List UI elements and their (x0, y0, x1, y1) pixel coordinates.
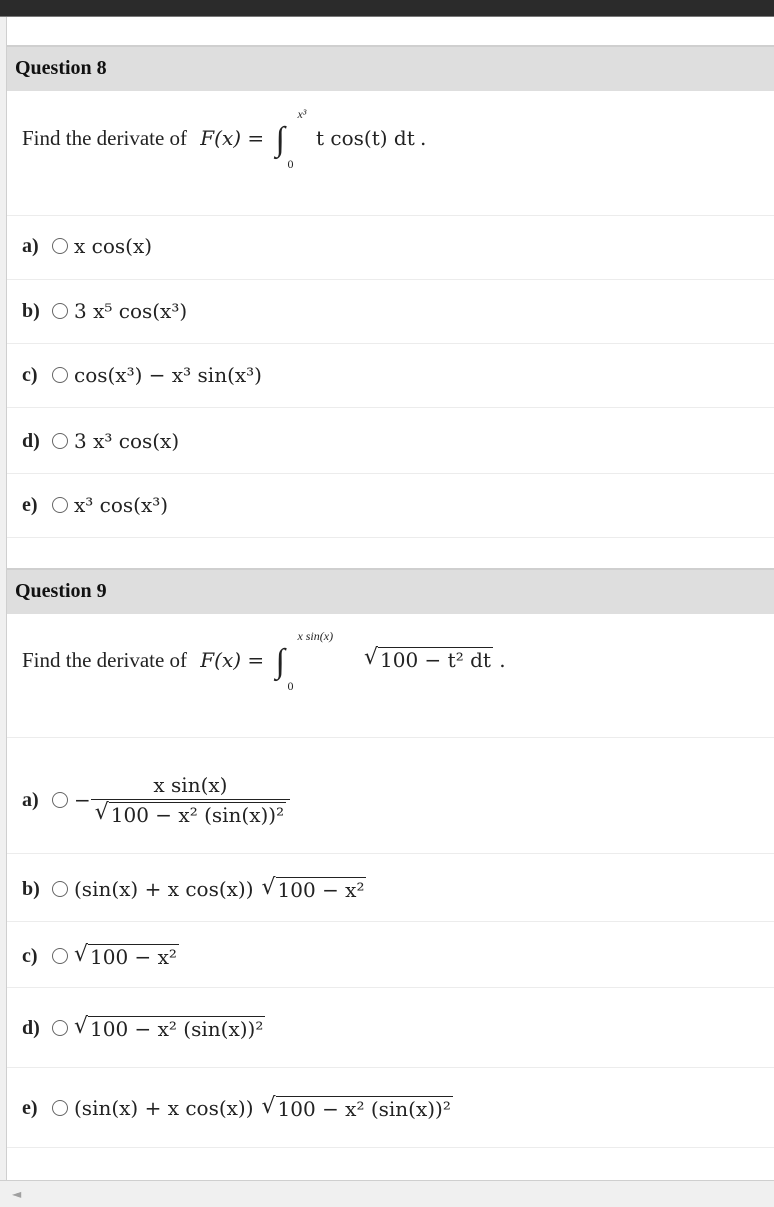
question-9-lhs: F(x) = (200, 647, 265, 672)
question-8-title: Question 8 (15, 57, 107, 79)
sqrt-sign: √ 100 − x² (74, 941, 177, 969)
option-fraction (91, 773, 290, 827)
option-sign: − (74, 788, 91, 812)
option-expression: 3 x³ cos(x) (74, 429, 180, 453)
question-8-header (7, 45, 774, 91)
option-root: 100 − x² (sin(x))² (277, 1096, 451, 1121)
horizontal-scrollbar[interactable] (0, 1180, 774, 1207)
divider (7, 407, 774, 408)
divider (7, 987, 774, 988)
question-8-prompt-text: Find the derivate of (22, 125, 188, 150)
divider (7, 737, 774, 738)
question-8-lower-limit: 0 (287, 157, 294, 171)
option-expression: (sin(x) + x cos(x)) (74, 1096, 254, 1120)
fraction-denominator (91, 799, 290, 827)
q8-option-e[interactable] (22, 488, 168, 522)
option-label: c) (22, 944, 38, 967)
option-root: 100 − x² (sin(x))² (90, 1016, 264, 1041)
radio-button[interactable] (52, 497, 68, 513)
q9-option-b[interactable] (22, 872, 366, 906)
sqrt-sign: √ 100 − t² dt (364, 644, 491, 672)
sqrt-sign: √ 100 − x² (261, 874, 365, 902)
option-expression: x³ cos(x³) (74, 493, 169, 517)
option-label: d) (22, 1016, 40, 1039)
divider (7, 1147, 774, 1148)
question-9-prompt-text: Find the derivate of (22, 647, 188, 672)
sqrt-sign: √ 100 − x² (sin(x))² (74, 1013, 264, 1041)
radio-button[interactable] (52, 238, 68, 254)
sqrt-sign: √ 100 − x² (sin(x))² (94, 800, 285, 827)
option-root: 100 − x² (277, 877, 365, 902)
question-8-period: . (420, 125, 427, 150)
option-label: a) (22, 788, 39, 811)
q9-option-e[interactable] (22, 1091, 453, 1125)
q9-option-a[interactable] (22, 767, 290, 833)
option-label: c) (22, 363, 38, 386)
divider (7, 473, 774, 474)
q8-option-d[interactable] (22, 424, 179, 458)
radio-button[interactable] (52, 1020, 68, 1036)
question-9-integrand-text: 100 − t² dt (380, 647, 491, 672)
option-label: b) (22, 877, 40, 900)
q8-option-c[interactable] (22, 358, 262, 392)
radio-button[interactable] (52, 303, 68, 319)
option-label: a) (22, 234, 39, 257)
question-9-lower-limit: 0 (287, 679, 294, 693)
radio-button[interactable] (52, 881, 68, 897)
radio-button[interactable] (52, 948, 68, 964)
q9-option-c[interactable] (22, 939, 179, 973)
q8-option-b[interactable] (22, 294, 187, 328)
option-expression: cos(x³) − x³ sin(x³) (74, 363, 262, 387)
sqrt-sign: √ 100 − x² (sin(x))² (261, 1093, 451, 1121)
option-label: e) (22, 493, 38, 516)
divider (7, 921, 774, 922)
q9-option-d[interactable] (22, 1011, 265, 1045)
option-label: b) (22, 299, 40, 322)
option-label: d) (22, 429, 40, 452)
radio-button[interactable] (52, 1100, 68, 1116)
question-8-integral-sign: ∫ x³ 0 (275, 107, 307, 171)
fraction-numerator: x sin(x) (153, 773, 228, 797)
option-expression: x cos(x) (74, 234, 153, 258)
divider (7, 537, 774, 538)
divider (7, 853, 774, 854)
option-expression: (sin(x) + x cos(x)) (74, 877, 254, 901)
question-8-integrand: t cos(t) dt (316, 125, 415, 150)
window-top-bar (0, 0, 774, 16)
divider (7, 1067, 774, 1068)
question-9-integrand (364, 644, 499, 672)
radio-button[interactable] (52, 367, 68, 383)
question-8-upper-limit: x³ (297, 107, 307, 121)
divider (7, 279, 774, 280)
left-gutter (0, 17, 7, 1187)
question-9-integral-sign: ∫ x sin(x) 0 (275, 629, 334, 693)
q8-option-a[interactable] (22, 229, 152, 263)
radio-button[interactable] (52, 792, 68, 808)
option-label: e) (22, 1096, 38, 1119)
radio-button[interactable] (52, 433, 68, 449)
question-9-header (7, 568, 774, 614)
scroll-left-arrow-icon[interactable]: ◄ (12, 1187, 22, 1201)
question-9-upper-limit: x sin(x) (297, 629, 334, 643)
denominator-root: 100 − x² (sin(x))² (110, 803, 285, 827)
quiz-content (7, 17, 774, 1180)
divider (7, 215, 774, 216)
question-8-lhs: F(x) = (200, 125, 265, 150)
option-expression: 3 x⁵ cos(x³) (74, 299, 188, 323)
divider (7, 343, 774, 344)
question-9-prompt (22, 629, 506, 693)
question-9-period: . (499, 647, 506, 672)
option-root: 100 − x² (90, 944, 177, 969)
question-8-prompt (22, 107, 427, 171)
question-9-title: Question 9 (15, 580, 107, 602)
